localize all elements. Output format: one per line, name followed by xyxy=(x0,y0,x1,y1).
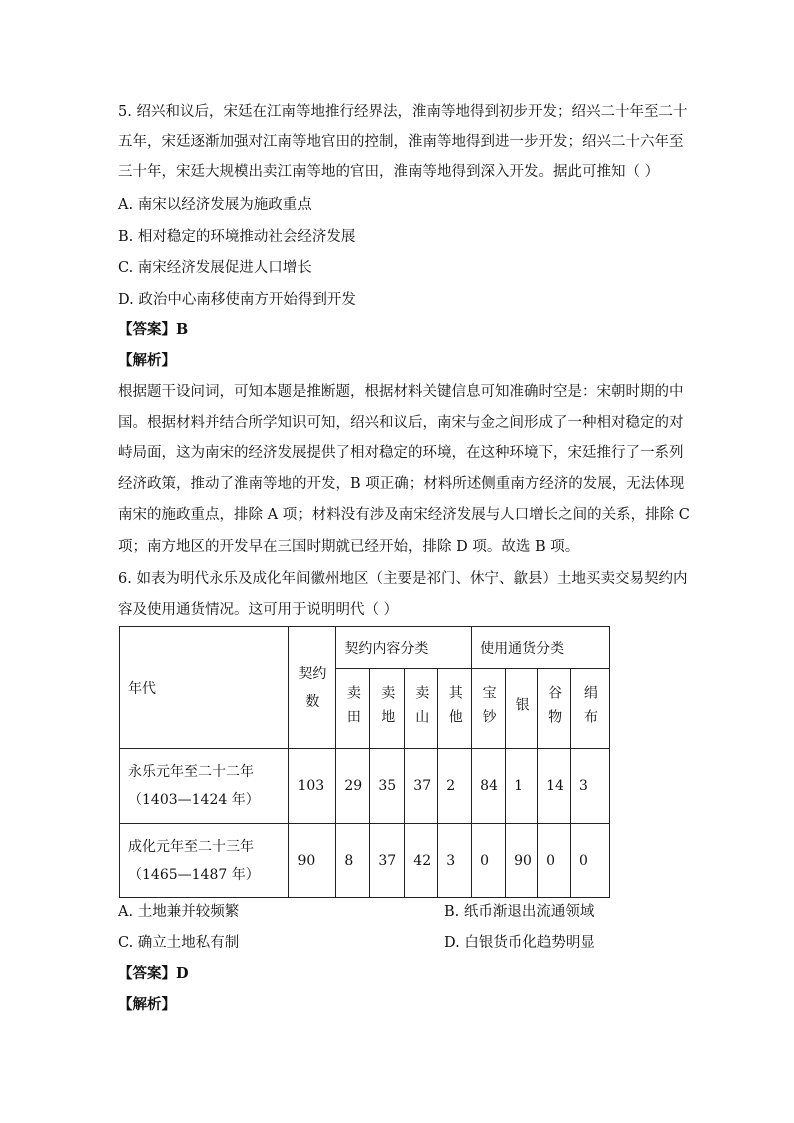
subheader-silver xyxy=(506,669,538,749)
table-cell: 35 xyxy=(370,749,405,824)
table-cell: 103 xyxy=(289,749,336,824)
q5-stem-line-3: 三十年，宋廷大规模出卖江南等地的官田，淮南等地得到深入开发。据此可推知（ ） xyxy=(118,164,660,180)
table-cell: 84 xyxy=(472,749,506,824)
table-cell: 90 xyxy=(289,824,336,898)
q6-option-a: A. 土地兼并较频繁 xyxy=(118,904,240,920)
table-cell: 0 xyxy=(538,824,571,898)
q6-option-b: B. 纸币渐退出流通领域 xyxy=(444,904,595,920)
table-cell: 29 xyxy=(336,749,370,824)
table-cell: 0 xyxy=(571,824,610,898)
subheader-sell-field xyxy=(336,669,370,749)
table-cell: 37 xyxy=(405,749,438,824)
subheader-silver-label: 银 xyxy=(513,696,530,721)
row-year-name: 成化元年至二十三年 xyxy=(128,838,254,855)
table-cell: 37 xyxy=(370,824,405,898)
row-year-cell xyxy=(120,749,289,824)
table-cell: 3 xyxy=(438,824,472,898)
q6-stem-line-1: 6. 如表为明代永乐及成化年间徽州地区（主要是祁门、休宁、歙县）土地买卖交易契约内 xyxy=(118,571,688,587)
q6-option-c: C. 确立土地私有制 xyxy=(118,935,240,951)
table-cell: 90 xyxy=(506,824,538,898)
q5-analysis-line-5: 南宋的施政重点，排除 A 项；材料没有涉及南宋经济发展与人口增长之间的关系，排除 C xyxy=(118,507,690,523)
table-row xyxy=(120,749,610,824)
subheader-other xyxy=(438,669,472,749)
q5-option-b: B. 相对稳定的环境推动社会经济发展 xyxy=(118,229,356,245)
header-currency: 使用通货分类 xyxy=(472,627,610,669)
q5-analysis-label: 【解析】 xyxy=(118,352,176,369)
header-contract-count-label: 契约数 xyxy=(298,665,327,710)
q5-analysis-line-2: 国。根据材料并结合所学知识可知，绍兴和议后，南宋与金之间形成了一种相对稳定的对 xyxy=(118,415,684,431)
row-year-range: （1465—1487 年） xyxy=(128,866,260,883)
q5-stem-line-2: 五年，宋廷逐渐加强对江南等地官田的控制，淮南等地得到进一步开发；绍兴二十六年至 xyxy=(118,134,684,150)
q5-option-c: C. 南宋经济发展促进人口增长 xyxy=(118,260,312,276)
subheader-sell-land xyxy=(370,669,405,749)
q5-option-a: A. 南宋以经济发展为施政重点 xyxy=(118,197,312,213)
q5-option-d: D. 政治中心南移使南方开始得到开发 xyxy=(118,292,356,308)
q6-stem-line-2: 容及使用通货情况。这可用于说明明代（ ） xyxy=(118,602,399,618)
q5-analysis-line-1: 根据题干设问词，可知本题是推断题，根据材料关键信息可知准确时空是：宋朝时期的中 xyxy=(118,384,684,400)
q6-analysis-label: 【解析】 xyxy=(118,996,176,1013)
q6-option-d: D. 白银货币化趋势明显 xyxy=(444,935,595,951)
table-cell: 42 xyxy=(405,824,438,898)
subheader-silk xyxy=(571,669,610,749)
subheader-sell-mountain xyxy=(405,669,438,749)
table-cell: 3 xyxy=(571,749,610,824)
subheader-other-label: 其他 xyxy=(446,684,463,733)
q5-analysis-line-4: 经济政策，推动了淮南等地的开发，B 项正确；材料所述侧重南方经济的发展，无法体现 xyxy=(118,476,685,492)
subheader-sell-land-label: 卖地 xyxy=(379,684,396,733)
header-year: 年代 xyxy=(120,627,289,749)
q5-stem-line-1: 5. 绍兴和议后，宋廷在江南等地推行经界法，淮南等地得到初步开发；绍兴二十年至二十 xyxy=(118,104,688,120)
table-cell: 14 xyxy=(538,749,571,824)
subheader-sell-mountain-label: 卖山 xyxy=(413,684,430,733)
subheader-grain-label: 谷物 xyxy=(546,684,563,733)
table-row xyxy=(120,824,610,898)
subheader-baochao xyxy=(472,669,506,749)
q6-answer: 【答案】D xyxy=(118,965,189,982)
header-contract-count xyxy=(289,627,336,749)
subheader-baochao-label: 宝钞 xyxy=(480,684,497,733)
table-cell: 1 xyxy=(506,749,538,824)
q5-answer: 【答案】B xyxy=(118,321,189,338)
row-year-cell xyxy=(120,824,289,898)
subheader-silk-label: 绢布 xyxy=(582,684,599,733)
row-year-range: （1403—1424 年） xyxy=(128,792,260,808)
q5-analysis-line-6: 项；南方地区的开发早在三国时期就已经开始，排除 D 项。故选 B 项。 xyxy=(118,539,580,555)
table-cell: 8 xyxy=(336,824,370,898)
contract-table xyxy=(119,626,610,898)
subheader-sell-field-label: 卖田 xyxy=(344,684,361,733)
table-cell: 2 xyxy=(438,749,472,824)
row-year-name: 永乐元年至二十二年 xyxy=(128,764,254,780)
table-cell: 0 xyxy=(472,824,506,898)
q5-analysis-line-3: 峙局面，这为南宋的经济发展提供了相对稳定的环境，在这种环境下，宋廷推行了一系列 xyxy=(118,445,684,461)
subheader-grain xyxy=(538,669,571,749)
header-contract-content: 契约内容分类 xyxy=(336,627,472,669)
